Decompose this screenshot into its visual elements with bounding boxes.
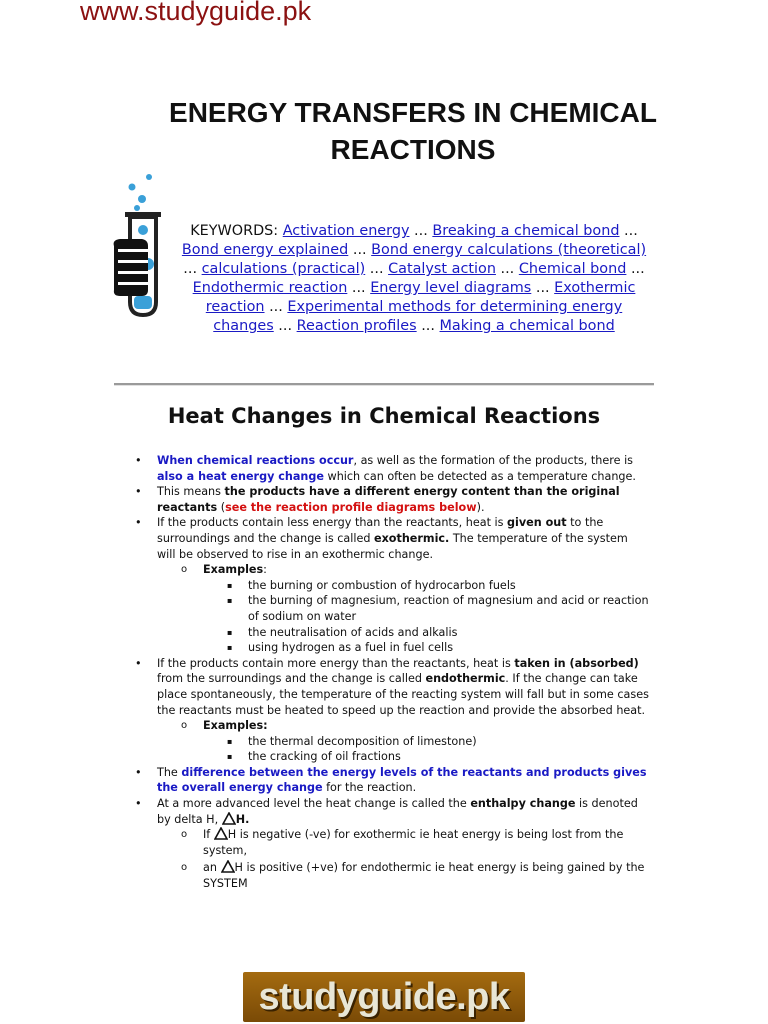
keyword-separator: ... [495, 261, 519, 277]
keyword-link-bond-energy-explained[interactable]: Bond energy explained [181, 242, 349, 258]
emphasis-text: H. [235, 812, 250, 826]
horizontal-divider [114, 383, 654, 386]
test-tube-icon [108, 172, 178, 322]
keyword-separator: ... [183, 261, 202, 277]
example-item: ▪ the cracking of oil fractions [157, 749, 649, 765]
page-title [110, 94, 716, 168]
list-item [157, 515, 649, 562]
keyword-separator: ... [619, 223, 638, 239]
emphasis-text: given out [507, 516, 567, 530]
keyword-link-calculations-practical[interactable]: calculations (practical) [201, 261, 366, 277]
keyword-separator: ... [348, 242, 372, 258]
body-text: If [203, 828, 214, 842]
body-text: . If the change can take place spontaneously, the temperature of the reacting system will fall but in some cases the reactants must be heated to speed up the reaction and provide the absorbed heat. [157, 672, 649, 717]
body-text: , as well as the formation of the products, there is [353, 454, 634, 467]
keyword-separator: ... [416, 318, 440, 334]
keyword-link-activation-energy[interactable]: Activation energy [282, 223, 410, 239]
keyword-link-making-a-chemical-bond[interactable]: Making a chemical bond [439, 318, 615, 334]
body-text: The [157, 765, 182, 779]
list-item [157, 484, 649, 515]
body-text: from the surroundings and the change is called [157, 672, 426, 686]
keyword-link-bond-energy-calculations[interactable]: Bond energy calculations (theoretical) [371, 242, 647, 258]
example-item: ▪ the neutralisation of acids and alkalis [157, 625, 649, 641]
list-item [157, 796, 649, 827]
example-item: ▪ the thermal decomposition of limestone) [157, 734, 649, 750]
body-text: If the products contain less energy than the reactants, heat is [157, 516, 508, 530]
examples-label: Examples [203, 563, 264, 577]
emphasis-text: exothermic. [374, 531, 450, 545]
examples-heading: o Examples: [157, 562, 649, 578]
list-item [157, 453, 649, 484]
body-text: is denoted by delta H, [157, 797, 638, 826]
keywords-label: KEYWORDS: [190, 223, 283, 239]
keyword-separator: ... [365, 261, 389, 277]
sub-list-item [157, 860, 649, 891]
body-text: H is negative (-ve) for exothermic ie heat energy is being lost from the system, [203, 828, 624, 857]
body-text: for the reaction. [322, 781, 417, 795]
site-url[interactable]: www.studyguide.pk [80, 0, 312, 26]
body-text: which can often be detected as a temperature change. [323, 469, 636, 483]
keyword-link-exothermic-reaction[interactable]: Exothermic reaction [205, 280, 636, 315]
keyword-separator: ... [347, 280, 371, 296]
studyguide-logo[interactable] [243, 972, 525, 1022]
keywords-block [175, 222, 653, 336]
keyword-link-experimental-methods[interactable]: Experimental methods for determining energy changes [213, 299, 623, 334]
logo-text: studyguide.pk [258, 976, 510, 1018]
delta-icon [214, 827, 228, 840]
keyword-link-reaction-profiles[interactable]: Reaction profiles [296, 318, 417, 334]
body-text: This means [157, 485, 225, 499]
body-text: The temperature of the system will be observed to rise in an exothermic change. [157, 531, 628, 561]
emphasis-text: also a heat energy change [157, 469, 324, 483]
page-title-line-2: REACTIONS [330, 134, 496, 165]
keyword-link-catalyst-action[interactable]: Catalyst action [388, 261, 496, 277]
emphasis-text: the products have a different energy content than the original reactants [157, 485, 620, 514]
emphasis-text: When chemical reactions occur [157, 454, 354, 467]
article-body [157, 453, 649, 892]
list-item [157, 765, 649, 796]
sub-list-item [157, 827, 649, 858]
keyword-separator: ... [409, 223, 433, 239]
keyword-separator: ... [531, 280, 555, 296]
keyword-link-energy-level-diagrams[interactable]: Energy level diagrams [370, 280, 532, 296]
body-text: ( [217, 500, 226, 514]
examples-label: Examples [203, 719, 264, 733]
body-text: an [203, 861, 221, 875]
example-item: ▪ using hydrogen as a fuel in fuel cells [157, 640, 649, 656]
list-item [157, 656, 649, 718]
emphasis-text: enthalpy change [470, 797, 576, 811]
body-text: At a more advanced level the heat change is called the [157, 797, 471, 811]
emphasis-text: difference between the energy levels of the reactants and products gives the overall energy change [157, 765, 647, 795]
section-title: Heat Changes in Chemical Reactions [167, 404, 601, 428]
emphasis-text: see the reaction profile diagrams below [225, 500, 477, 514]
keyword-link-chemical-bond[interactable]: Chemical bond [518, 261, 627, 277]
body-text: H is positive (+ve) for endothermic ie heat energy is being gained by the SYSTEM [203, 861, 645, 891]
keyword-separator: ... [273, 318, 297, 334]
page-title-line-1: ENERGY TRANSFERS IN CHEMICAL [169, 97, 657, 128]
emphasis-text: taken in (absorbed) [514, 656, 639, 670]
keyword-separator: ... [264, 299, 288, 315]
body-text: ). [476, 500, 485, 514]
example-item: ▪ the burning of magnesium, reaction of magnesium and acid or reaction of sodium on water [157, 593, 649, 624]
body-text: If the products contain more energy than the reactants, heat is [157, 656, 515, 670]
example-item: ▪ the burning or combustion of hydrocarbon fuels [157, 578, 649, 594]
delta-icon [222, 812, 236, 825]
body-text: to the surroundings and the change is called [157, 516, 604, 545]
keyword-link-endothermic-reaction[interactable]: Endothermic reaction [192, 280, 348, 296]
emphasis-text: endothermic [425, 672, 506, 686]
examples-heading: o Examples: [157, 718, 649, 734]
keyword-separator: ... [626, 261, 645, 277]
delta-icon [221, 860, 235, 873]
keyword-link-breaking-a-chemical-bond[interactable]: Breaking a chemical bond [432, 223, 620, 239]
